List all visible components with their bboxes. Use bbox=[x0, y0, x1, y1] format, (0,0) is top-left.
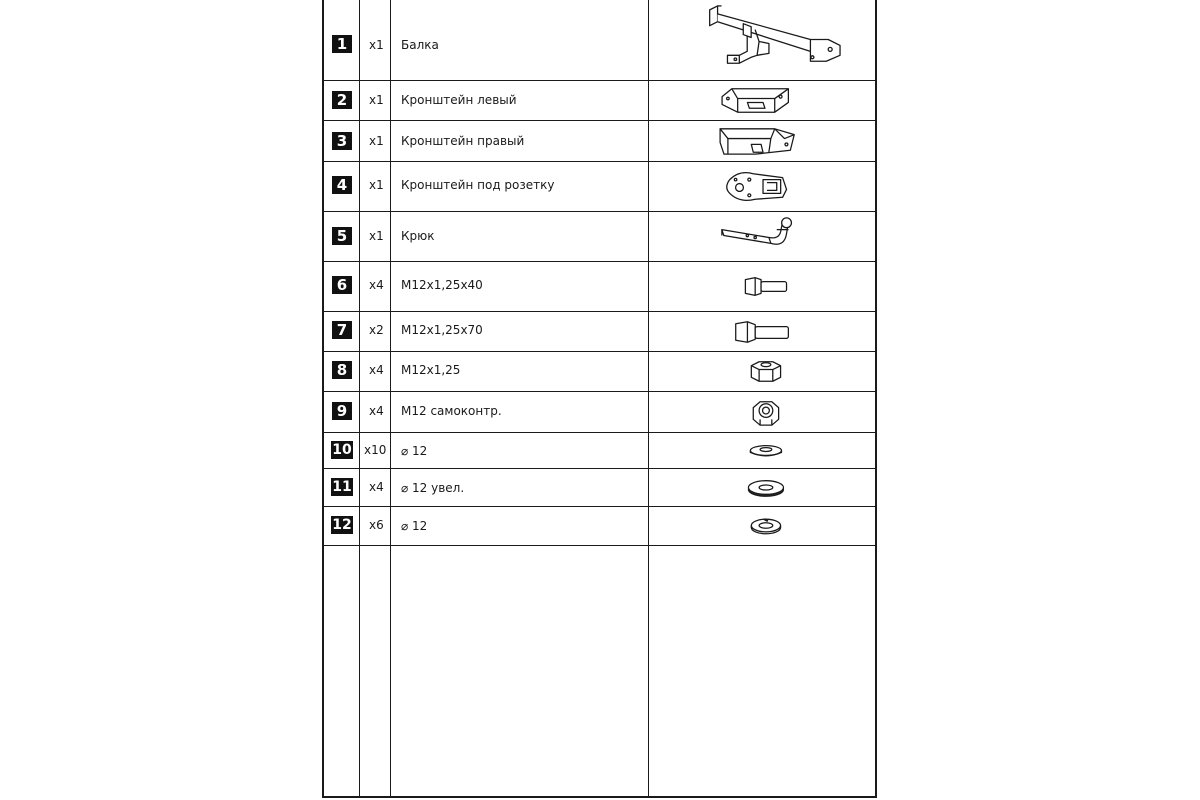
part-name: Крюк bbox=[401, 229, 435, 243]
table-row bbox=[324, 352, 875, 392]
part-name: Кронштейн левый bbox=[401, 93, 517, 107]
long-bolt-icon bbox=[651, 312, 877, 351]
part-number-badge: 4 bbox=[332, 176, 352, 194]
table-row bbox=[324, 469, 875, 507]
table-row bbox=[324, 433, 875, 469]
part-number-badge: 1 bbox=[332, 35, 352, 53]
part-quantity: x1 bbox=[369, 93, 384, 107]
part-number-badge: 8 bbox=[332, 361, 352, 379]
part-number-badge: 6 bbox=[332, 276, 352, 294]
part-name: Кронштейн под розетку bbox=[401, 178, 555, 192]
part-number-badge: 3 bbox=[332, 132, 352, 150]
part-number-badge: 11 bbox=[332, 479, 352, 495]
part-number-badge: 7 bbox=[332, 321, 352, 339]
left-bracket-icon bbox=[651, 81, 877, 120]
parts-list-table bbox=[322, 0, 877, 798]
right-bracket-icon bbox=[651, 121, 877, 161]
part-number-badge: 12 bbox=[332, 517, 352, 533]
part-quantity: x4 bbox=[369, 404, 384, 418]
part-quantity: x1 bbox=[369, 38, 384, 52]
table-row bbox=[324, 121, 875, 162]
part-number-badge: 9 bbox=[332, 402, 352, 420]
spring-washer-icon bbox=[651, 507, 877, 545]
part-number-badge: 2 bbox=[332, 91, 352, 109]
part-number-badge: 5 bbox=[332, 227, 352, 245]
socket-bracket-icon bbox=[651, 162, 877, 211]
short-bolt-icon bbox=[651, 262, 877, 311]
part-quantity: x6 bbox=[369, 518, 384, 532]
table-row bbox=[324, 0, 875, 81]
flat-washer-icon bbox=[651, 433, 877, 468]
tow-hook-ball-icon bbox=[651, 212, 877, 261]
table-row bbox=[324, 507, 875, 546]
part-quantity: x1 bbox=[369, 178, 384, 192]
table-row bbox=[324, 392, 875, 433]
part-name: M12x1,25x40 bbox=[401, 278, 483, 292]
part-quantity: x4 bbox=[369, 363, 384, 377]
lock-nut-icon bbox=[651, 392, 877, 432]
part-number-badge: 10 bbox=[332, 442, 352, 458]
part-name: M12x1,25x70 bbox=[401, 323, 483, 337]
table-row bbox=[324, 162, 875, 212]
part-name: ⌀ 12 bbox=[401, 519, 428, 533]
table-row bbox=[324, 262, 875, 312]
part-quantity: x4 bbox=[369, 480, 384, 494]
part-quantity: x1 bbox=[369, 229, 384, 243]
part-name: ⌀ 12 увел. bbox=[401, 481, 465, 495]
part-quantity: x2 bbox=[369, 323, 384, 337]
part-quantity: x10 bbox=[364, 443, 387, 457]
part-name: Кронштейн правый bbox=[401, 134, 525, 148]
table-row bbox=[324, 81, 875, 121]
tow-bar-beam-icon bbox=[651, 0, 877, 80]
table-row bbox=[324, 312, 875, 352]
part-name: ⌀ 12 bbox=[401, 444, 428, 458]
hex-nut-icon bbox=[651, 352, 877, 391]
part-name: M12 самоконтр. bbox=[401, 404, 502, 418]
part-quantity: x1 bbox=[369, 134, 384, 148]
part-quantity: x4 bbox=[369, 278, 384, 292]
large-washer-icon bbox=[651, 469, 877, 506]
part-name: Балка bbox=[401, 38, 439, 52]
part-name: M12x1,25 bbox=[401, 363, 461, 377]
table-row bbox=[324, 212, 875, 262]
